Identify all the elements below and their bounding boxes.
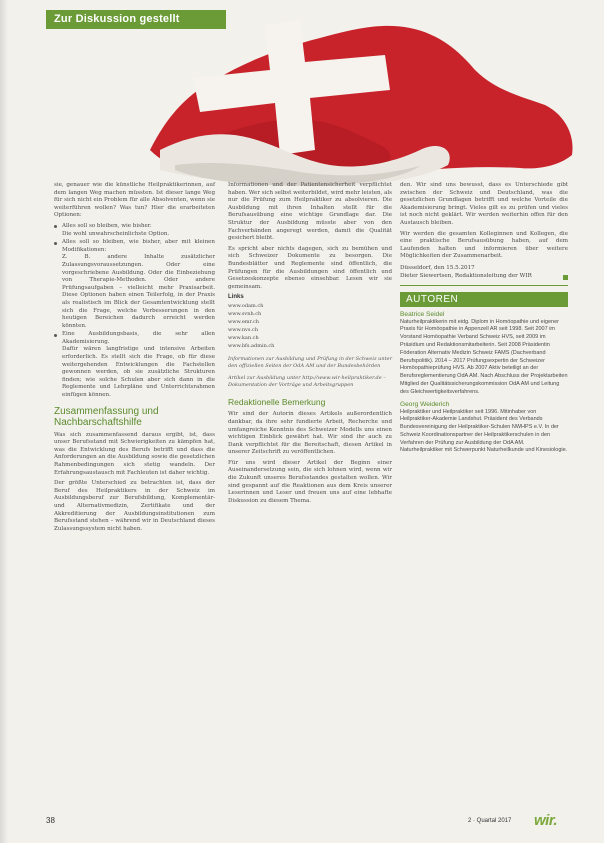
- link-item[interactable]: www.nvs.ch: [228, 327, 259, 334]
- section-rubric: Zur Diskussion gestellt: [46, 10, 226, 29]
- author-name: Beatrice Seidel: [400, 310, 445, 318]
- signature-author: Dieter Siewertsen, Redaktionsleitung der WIR: [400, 272, 532, 279]
- options-list: [54, 223, 215, 400]
- authors-heading: AUTOREN: [400, 292, 568, 307]
- author-name: Georg Weiderich: [400, 400, 450, 408]
- source-note: Artikel zur Ausbildung unter http://www.wir-heilpraktiker.de – Dokumentation der Vorträge und Arbeitsgruppen: [228, 375, 386, 389]
- source-note: Informationen zur Ausbildung und Prüfung in der Schweiz unter den offiziellen Seiten der OdA AM und der Bundesbehörden: [228, 356, 392, 370]
- link-item[interactable]: www.odam.ch: [228, 303, 264, 310]
- signature-date: Düsseldorf, den 15.5.2017: [400, 264, 475, 271]
- body-paragraph: Für uns wird dieser Artikel der Beginn einer Auseinandersetzung sein, die sich lohnen wird, wenn wir die Zukunft unseres Berufsstandes gestalten wollen. Wir sind gespannt auf die Reaktionen aus dem Kreis unserer Leserinnen und Leser und freuen uns auf eine lebhafte Diskussion zu diesem Thema.: [228, 459, 392, 504]
- bullet-icon: [54, 334, 57, 337]
- body-paragraph: Was sich zusammenfassend daraus ergibt, ist, dass unser Berufsstand mit Schwierigkeiten zu kämpfen hat, was die Entwicklung des Berufs betrifft und dass die Anforderungen an die Ausbildung sowie die gesetzlichen Rahmenbedingungen sich stetig wandeln. Der Erfahrungsaustausch mit Fachleuten ist daher wichtig.: [54, 431, 215, 476]
- bullet-subtext: Dafür wären langfristige und intensive Arbeiten erforderlich. Es stellt sich die Frage, ob für diese weitergehenden Entwicklungen die Fachstellen gewonnen werden, ob sie zusätzliche Strukturen finden; wie solche Schulen aber sich dann in die Reglemente und Lehrpläne und Unterrichtsrahmen einfügen können.: [62, 346, 215, 399]
- author-bio: Naturheilpraktikerin mit eidg. Diplom in Homöopathie und eigener Praxis für Homöopathie in Appenzell AR seit 1998. Seit 2007 im Vorstand Homöopathie Verband Schweiz HVS, seit 2009 im Präsidium und Redaktionsmitarbeiterin. Seit 2008 Präsidentin Föderation Alternativ Medizin Schweiz FAMS (Dachverband Berufspolitik). 2014 – 2017 Prüfungsexpertin der Schweizer Homöopathieprüfung HVS. Ab 2007 Aktiv beteiligt an der Berufsreglementierung OdA AM. Nach Abschluss der Projektarbeiten Mitglied der Qualitätssicherungskommission OdA AM und Leitung des Gleichwertigkeitsverfahrens.: [400, 318, 568, 395]
- end-mark-icon: [563, 275, 568, 280]
- bullet-subtext: Die wohl unwahrscheinlichste Option.: [62, 230, 170, 237]
- page-number: 38: [46, 816, 55, 825]
- link-item[interactable]: www.kan.ch: [228, 335, 259, 342]
- link-item[interactable]: www.emr.ch: [228, 319, 259, 326]
- section-heading: Zusammenfassung und Nachbarschaftshilfe: [54, 405, 159, 428]
- link-item[interactable]: www.svnh.ch: [228, 311, 262, 318]
- bullet-icon: [54, 225, 57, 228]
- swiss-flag-map-illustration: [0, 0, 604, 200]
- body-paragraph: Der größte Unterschied zu betrachten ist, dass der Beruf des Heilpraktikers in der Schweiz im Ausbildungsberuf zur Berufsbildung, Komplementär- und Alternativmedizin, Zertifikate und der Akkreditierung der Ausbildungsinstitutionen zum Berufsstand stehen – während wir in Deutschland dieses Zulassungssystem nicht haben.: [54, 480, 215, 532]
- page-footer: [0, 812, 604, 832]
- list-item: [54, 239, 215, 330]
- body-paragraph: Wir sind der Autorin dieses Artikels außerordentlich dankbar, da ihre sehr fundierte Arbeit, Recherche und umfangreiche Kenntnis des Schweizer Modells uns einen wichtigen Einblick gewährt hat. Wir sind ihr auch zu Dank verpflichtet für die Bereitschaft, diesen Artikel in unserer Zeitschrift zu veröffentlichen.: [228, 411, 392, 456]
- links-box: [228, 294, 392, 350]
- bullet-text: Alles soll so bleiben, wie bisher, aber mit kleinen Modifikationen:: [62, 239, 215, 253]
- body-paragraph: Informationen und der Patientensicherheit verpflichtet haben. Wer sich selbst weiterbildet, wird mehr leisten, als nur die Prüfung zum Heilpraktiker zu absolvieren. Die Ausbildung mit ihren Inhalten stellt für die Berufsausübung eine wichtige Grundlage dar. Die Struktur der Ausbildung müsste aber von den Fachverbänden angeregt werden, damit die Qualität gesichert bleibt.: [228, 182, 393, 242]
- body-paragraph: den. Wir sind uns bewusst, dass es Unterschiede gibt zwischen der Schweiz und Deutschland, was die gesetzlichen Grundlagen betrifft und welche Vorteile die Akademisierung bringt. Vieles gilt es zu prüfen und vieles ist noch nicht geklärt. Wir werden weiterhin offen für den Austausch bleiben.: [400, 182, 568, 226]
- signature-block: [400, 265, 568, 286]
- column-1: [54, 182, 215, 536]
- link-item[interactable]: www.bfs.admin.ch: [228, 343, 275, 350]
- wir-logo: wir.: [534, 812, 558, 829]
- bullet-subtext: Z. B. andere Inhalte zusätzlicher Zulassungsvoraussetzungen. Oder eine vorgeschriebene Ausbildung. Oder die Einbeziehung von Therapie-Methoden. Oder andere Prüfungsaufgaben – vielleicht mehr Praxisarbeit. Diese Optionen haben einen Teilerfolg, in der Praxis als realistisch im Blick der Gesamtentwicklung stellt sich die Frage, welche Verbesserungen in den heutigen Bereichen dadurch erreicht werden könnten.: [62, 254, 215, 329]
- body-paragraph: Wir werden die gesamten Kolleginnen und Kollegen, die eine praktische Berufsausübung haben, auf dem Laufenden halten und informieren über weitere Möglichkeiten der Zusammenarbeit.: [400, 230, 568, 260]
- issue-label: 2 · Quartal 2017: [468, 818, 512, 824]
- links-title: Links: [228, 294, 244, 301]
- section-heading: Redaktionelle Bemerkung: [228, 397, 326, 408]
- column-2: [228, 182, 392, 508]
- bullet-icon: [54, 242, 57, 245]
- body-paragraph: sie, genauer wie die künstliche Heilpraktikerinnen, auf dem langen Weg machen müssten. Ist dieser lange Weg für sich nicht ein Problem für alle Absolventen, wenn sie weiterführen wollen? Was tun? Hier die erarbeiteten Optionen:: [54, 182, 215, 219]
- author-bio: Heilpraktiker und Heilpraktiker seit 1996. Mitinhaber von Heilpraktiker-Akademie Landshut. Präsident des Verbands Bundesvereinigung der Heilpraktiker-Schulen NWHPS e.V. In der Schweiz Koordinationspartner der Heilpraktikerschulen in den Verfahren der Prüfung zur Ausbildung der OdA AM. Naturheilpraktiker mit Schwerpunkt Naturheilkunde und Kinesiologie.: [400, 408, 568, 454]
- list-item: [54, 331, 215, 399]
- bullet-text: Eine Ausbildungsbasis, die sehr allen Akademisierung.: [62, 331, 215, 345]
- column-3: [400, 182, 568, 455]
- body-paragraph: Es spricht aber nichts dagegen, sich zu bemühen und sich Schweizer Dokumente zu besorgen. Die Bundesblätter und Reglemente sind öffentlich, die Prüfungen für die Ausbildungen sind öffentlich und Gesetzeskonzepte ebenso einsehbar. Lesen wir sie gemeinsam.: [228, 245, 392, 290]
- list-item: [54, 223, 215, 238]
- bullet-text: Alles soll so bleiben, wie bisher.: [62, 222, 152, 229]
